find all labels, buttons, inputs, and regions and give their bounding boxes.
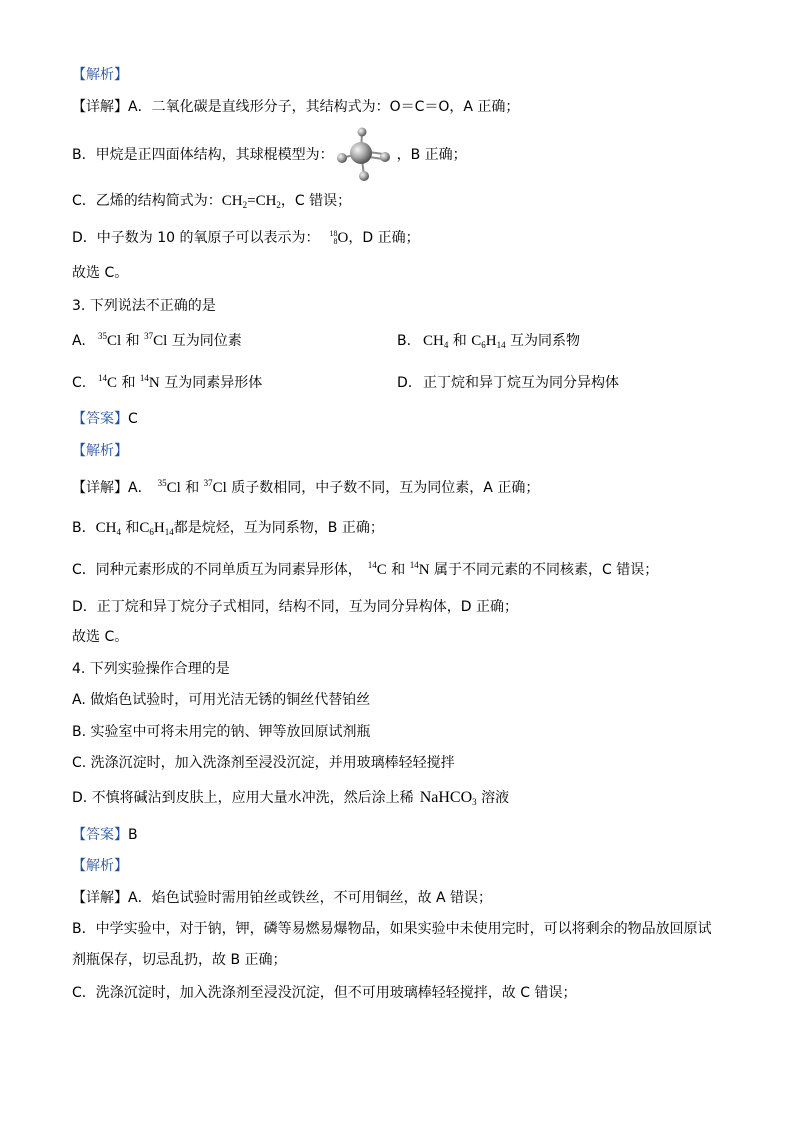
formula-sub: 14 (496, 340, 506, 350)
methane-ball-and-stick-model (334, 127, 396, 183)
q2-detail-a (72, 97, 519, 117)
ethylene-formula-sub: 2 (276, 200, 281, 210)
detail-join: 和 (386, 562, 410, 578)
q2-conclusion: 故选 C。 (72, 265, 129, 281)
element-symbol: Cl (212, 480, 227, 496)
detail-join: 和 (180, 480, 204, 496)
q3-answer (72, 409, 138, 429)
mass-number: 35 (98, 331, 107, 341)
mass-number: 37 (144, 331, 154, 341)
q3-detail-c (72, 560, 658, 580)
q4-detail-b-line1: B．中学实验中，对于钠，钾，磷等易燃易爆物品，如果实验中未使用完时，可以将剩余的物品放回原试 (72, 921, 712, 937)
formula-sub: 14 (164, 527, 174, 537)
option-text: 互为同系物 (505, 333, 581, 349)
answer-value: C (128, 411, 138, 427)
q2-detail-d-text: D．中子数为 10 的氧原子可以表示为： (72, 230, 320, 246)
hydrogen-atom-bottom (359, 171, 369, 181)
formula-part: CH (423, 333, 444, 349)
q2-detail-d (72, 228, 420, 248)
q3-conclusion: 故选 C。 (72, 629, 129, 645)
element-symbol: Cl (166, 480, 181, 496)
formula-part: C (139, 520, 150, 536)
formula-part: CH (95, 520, 117, 536)
q3-option-b (397, 331, 580, 351)
q3-analysis-label: 【解析】 (72, 443, 128, 459)
option-text: D. 不慎将碱沾到皮肤上，应用大量水冲洗，然后涂上稀 (72, 790, 414, 806)
q3-option-a (72, 331, 242, 351)
hydrogen-atom-left (337, 153, 347, 163)
option-join: 和 (448, 333, 472, 349)
q4-detail-c: C．洗涤沉淀时，加入洗涤剂至浸没沉淀，但不可用玻璃棒轻轻搅拌，故 C 错误； (72, 985, 577, 1001)
q3-stem: 3. 下列说法不正确的是 (72, 298, 216, 314)
ethylene-formula-part: CH (221, 193, 243, 209)
detail-text: 都是烷烃，互为同系物，B 正确； (173, 520, 384, 536)
q2-detail-c-tail: ，C 错误； (280, 193, 352, 209)
q2-detail-b-tail: ，B 正确； (396, 147, 467, 163)
hydrogen-atom-right (380, 152, 390, 162)
option-text: 正丁烷和异丁烷互为同分异构体 (423, 375, 619, 391)
mass-number: 14 (139, 373, 149, 383)
formula-part: NaHCO (419, 789, 473, 806)
q2-detail-c-text: C．乙烯的结构简式为： (72, 193, 222, 209)
formula-part: C (471, 333, 482, 349)
q4-option-b: B. 实验室中可将未用完的钠、钾等放回原试剂瓶 (72, 724, 371, 740)
q4-detail-b-line2: 剂瓶保存，切忌乱扔，故 B 正确； (72, 952, 287, 968)
q2-detail-label: 【详解】 (72, 99, 128, 115)
carbon-atom-center (350, 142, 372, 164)
formula-part: H (153, 520, 165, 536)
q3-detail-label: 【详解】 (72, 480, 128, 496)
q2-detail-c (72, 191, 351, 211)
mass-number: 14 (409, 560, 419, 570)
q2-detail-b-text: B．甲烷是正四面体结构，其球棍模型为： (72, 147, 334, 163)
q2-detail-d-tail: ，D 正确； (348, 230, 420, 246)
q4-answer (72, 825, 138, 845)
q3-option-c (72, 373, 262, 393)
mass-number: 37 (203, 478, 213, 488)
formula-sub: 6 (149, 527, 154, 537)
option-letter: D. (397, 375, 413, 391)
q4-option-c: C. 洗涤沉淀时，加入洗涤剂至浸没沉淀，并用玻璃棒轻轻搅拌 (72, 755, 455, 771)
option-letter: C. (72, 375, 87, 391)
option-join: 和 (121, 333, 145, 349)
option-letter: A. (72, 333, 86, 349)
option-join: 和 (117, 375, 140, 391)
element-symbol: N (148, 375, 160, 391)
ethylene-formula-sub: 2 (242, 200, 248, 210)
detail-text: A．焰色试验时需用铂丝或铁丝，不可用铜丝，故 A 错误； (128, 890, 493, 906)
formula-part: H (485, 333, 497, 349)
mass-number: 14 (367, 560, 377, 570)
answer-label: 【答案】 (72, 411, 128, 427)
q4-detail-label: 【详解】 (72, 890, 128, 906)
detail-prefix: C．同种元素形成的不同单质互为同素异形体， (72, 562, 362, 578)
q4-analysis-label: 【解析】 (72, 858, 128, 874)
option-text: 互为同位素 (167, 333, 242, 349)
element-symbol: Cl (107, 333, 122, 349)
option-text: 互为同素异形体 (159, 375, 263, 391)
detail-join: 和 (120, 520, 140, 536)
q2-detail-a-text: A．二氧化碳是直线形分子，其结构式为：O＝C＝O，A 正确； (128, 99, 520, 115)
answer-value: B (128, 827, 138, 843)
nuclide-mass-number: 18 (329, 229, 338, 238)
mass-number: 14 (98, 373, 107, 383)
element-symbol: N (418, 562, 430, 578)
q4-detail-a (72, 888, 492, 908)
answer-label: 【答案】 (72, 827, 128, 843)
formula-sub: 3 (472, 797, 477, 807)
hydrogen-atom-top (357, 128, 366, 137)
q4-option-d (72, 788, 509, 808)
nuclide-indices (330, 230, 338, 246)
element-symbol: C (376, 562, 387, 578)
q3-detail-d: D．正丁烷和异丁烷分子式相同，结构不同，互为同分异构体，D 正确； (72, 599, 519, 615)
detail-prefix: A． (128, 480, 152, 496)
mass-number: 35 (157, 478, 167, 488)
formula-sub: 4 (116, 527, 121, 537)
element-symbol: C (107, 375, 118, 391)
option-letter: B. (397, 333, 412, 349)
formula-sub: 6 (481, 340, 486, 350)
ethylene-formula-part: =CH (247, 193, 277, 209)
nuclide-atomic-number: 8 (333, 237, 338, 246)
q2-analysis-label: 【解析】 (72, 67, 128, 83)
element-symbol: Cl (153, 333, 168, 349)
q3-detail-a (72, 478, 539, 498)
q3-detail-b (72, 518, 384, 538)
nuclide-symbol: O (337, 230, 349, 246)
option-text-tail: 溶液 (476, 790, 510, 806)
q4-stem: 4. 下列实验操作合理的是 (72, 661, 230, 677)
q2-detail-b (72, 145, 467, 165)
detail-prefix: B． (72, 520, 96, 536)
formula-sub: 4 (443, 340, 449, 350)
q4-option-a: A. 做焰色试验时，可用光洁无锈的铜丝代替铂丝 (72, 692, 371, 708)
detail-text: 质子数相同，中子数不同，互为同位素，A 正确； (226, 480, 540, 496)
detail-text: 属于不同元素的不同核素，C 错误； (429, 562, 659, 578)
q3-option-d (397, 373, 619, 393)
